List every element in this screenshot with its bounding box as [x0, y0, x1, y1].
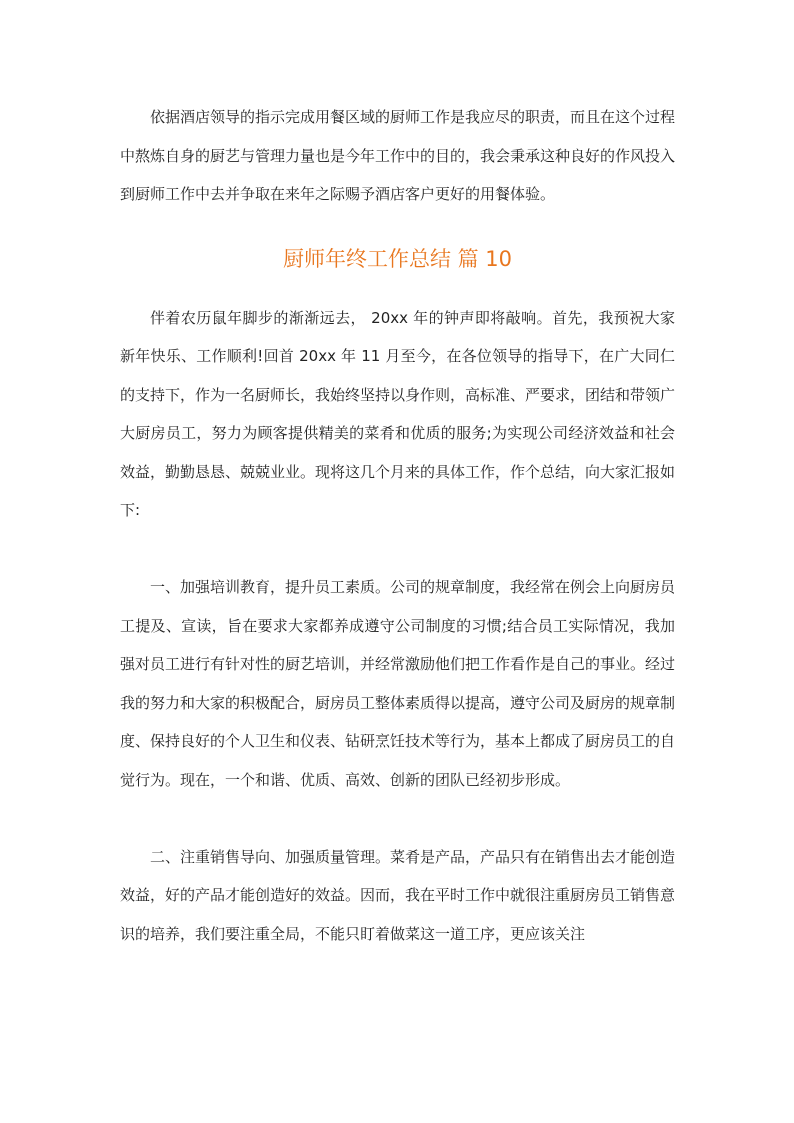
- document-body: [120, 98, 675, 953]
- paragraph-opening: 伴着农历鼠年脚步的渐渐远去， 20xx 年的钟声即将敲响。首先，我预祝大家新年快乐、工作顺利!回首 20xx 年 11 月至今，在各位领导的指导下，在广大同仁的支持下，作为一名厨师长，我始终坚持以身作则，高标准、严要求，团结和带领广大厨房员工，努力为顾客提供精美的菜肴和优质的服务;为实现公司经济效益和社会效益，勤勤恳恳、兢兢业业。现将这几个月来的具体工作，作个总结，向大家汇报如下:: [120, 308, 676, 519]
- paragraph-training: 一、加强培训教育，提升员工素质。公司的规章制度，我经常在例会上向厨房员工提及、宣读，旨在要求大家都养成遵守公司制度的习惯;结合员工实际情况，我加强对员工进行有针对性的厨艺培训，并经常激励他们把工作看作是自己的事业。经过我的努力和大家的积极配合，厨房员工整体素质得以提高，遵守公司及厨房的规章制度、保持良好的个人卫生和仪表、钻研烹饪技术等行为，基本上都成了厨房员工的自觉行为。现在，一个和谐、优质、高效、创新的团队已经初步形成。: [120, 578, 676, 789]
- section-title: 厨师年终工作总结 篇 10: [282, 246, 513, 271]
- paragraph-sales-quality: 二、注重销售导向、加强质量管理。菜肴是产品，产品只有在销售出去才能创造效益，好的产品才能创造好的效益。因而，我在平时工作中就很注重厨房员工销售意识的培养，我们要注重全局，不能只盯着做菜这一道工序，更应该关注: [120, 847, 676, 943]
- intro-paragraph: 依据酒店领导的指示完成用餐区域的厨师工作是我应尽的职责，而且在这个过程中熬炼自身的厨艺与管理力量也是今年工作中的目的，我会秉承这种良好的作风投入到厨师工作中去并争取在来年之际赐予酒店客户更好的用餐体验。: [120, 108, 676, 203]
